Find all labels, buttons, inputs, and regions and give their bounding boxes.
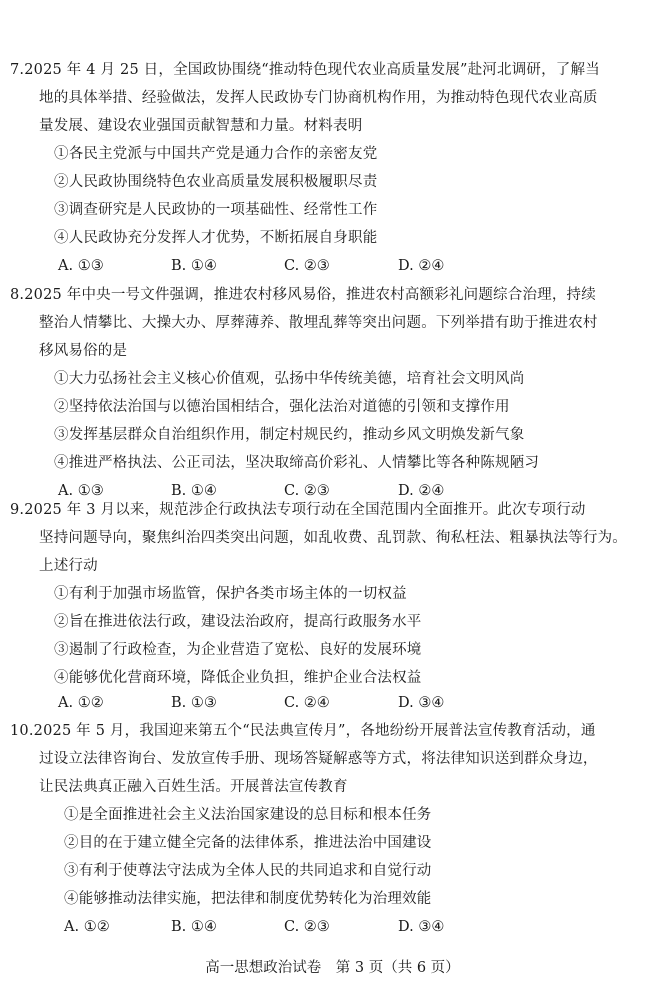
choice-b[interactable]: B. ①④ [171, 919, 217, 935]
choice-b[interactable]: B. ①③ [171, 695, 217, 711]
question-stem-line: 上述行动 [39, 558, 98, 574]
choice-b[interactable]: B. ①④ [171, 258, 217, 274]
statement-1: ①是全面推进社会主义法治国家建设的总目标和根本任务 [64, 807, 432, 823]
choice-d[interactable]: D. ②④ [398, 483, 445, 499]
statement-3: ③调查研究是人民政协的一项基础性、经常性工作 [54, 202, 378, 218]
question-stem-line: 过设立法律咨询台、发放宣传手册、现场答疑解惑等方式，将法律知识送到群众身边， [39, 751, 598, 767]
statement-4: ④能够推动法律实施，把法律和制度优势转化为治理效能 [64, 891, 432, 907]
question-stem-line: 量发展、建设农业强国贡献智慧和力量。材料表明 [39, 118, 363, 134]
question-stem-line: 移风易俗的是 [39, 343, 128, 359]
question-number: 10. [10, 723, 34, 739]
statement-2: ②坚持依法治国与以德治国相结合，强化法治对道德的引领和支撑作用 [54, 399, 510, 415]
statement-1: ①大力弘扬社会主义核心价值观，弘扬中华传统美德，培育社会文明风尚 [54, 371, 525, 387]
question-stem-line: 7.2025 年 4 月 25 日，全国政协围绕“推动特色现代农业高质量发展”赴河北调研，了解当 [10, 62, 600, 78]
question-number: 7. [10, 62, 25, 78]
page-footer: 高一思想政治试卷 第 3 页（共 6 页） [205, 960, 460, 976]
question-stem-line: 让民法典真正融入百姓生活。开展普法宣传教育 [39, 779, 348, 795]
choice-d[interactable]: D. ③④ [398, 919, 445, 935]
statement-4: ④人民政协充分发挥人才优势，不断拓展自身职能 [54, 230, 378, 246]
choice-d[interactable]: D. ③④ [398, 695, 445, 711]
question-stem-line: 整治人情攀比、大操大办、厚葬薄养、散埋乱葬等突出问题。下列举措有助于推进农村 [39, 315, 598, 331]
question-stem-line: 坚持问题导向，聚焦纠治四类突出问题，如乱收费、乱罚款、徇私枉法、粗暴执法等行为。 [39, 530, 627, 546]
choice-a[interactable]: A. ①③ [58, 258, 104, 274]
question-stem-line: 8.2025 年中央一号文件强调，推进农村移风易俗，推进农村高额彩礼问题综合治理，持续 [10, 287, 596, 303]
statement-1: ①有利于加强市场监管，保护各类市场主体的一切权益 [54, 586, 407, 602]
statement-4: ④能够优化营商环境，降低企业负担，维护企业合法权益 [54, 670, 422, 686]
choice-a[interactable]: A. ①② [64, 919, 110, 935]
question-stem-line: 9.2025 年 3 月以来，规范涉企行政执法专项行动在全国范围内全面推开。此次专项行动 [10, 502, 586, 518]
statement-2: ②旨在推进依法行政，建设法治政府，提高行政服务水平 [54, 614, 422, 630]
question-stem-line: 10.2025 年 5 月，我国迎来第五个“民法典宣传月”，各地纷纷开展普法宣传教育活动，通 [10, 723, 596, 739]
statement-2: ②人民政协围绕特色农业高质量发展积极履职尽责 [54, 174, 378, 190]
statement-3: ③遏制了行政检查，为企业营造了宽松、良好的发展环境 [54, 642, 422, 658]
statement-4: ④推进严格执法、公正司法，坚决取缔高价彩礼、人情攀比等各种陈规陋习 [54, 455, 540, 471]
choice-a[interactable]: A. ①③ [58, 483, 104, 499]
statement-3: ③有利于使尊法守法成为全体人民的共同追求和自觉行动 [64, 863, 432, 879]
choice-d[interactable]: D. ②④ [398, 258, 445, 274]
statement-2: ②目的在于建立健全完备的法律体系，推进法治中国建设 [64, 835, 432, 851]
choice-a[interactable]: A. ①② [58, 695, 104, 711]
question-number: 8. [10, 287, 25, 303]
choice-c[interactable]: C. ②③ [284, 483, 330, 499]
statement-3: ③发挥基层群众自治组织作用，制定村规民约，推动乡风文明焕发新气象 [54, 427, 525, 443]
statement-1: ①各民主党派与中国共产党是通力合作的亲密友党 [54, 146, 378, 162]
question-stem-line: 地的具体举措、经验做法，发挥人民政协专门协商机构作用，为推动特色现代农业高质 [39, 90, 598, 106]
choice-c[interactable]: C. ②③ [284, 258, 330, 274]
choice-c[interactable]: C. ②④ [284, 695, 330, 711]
choice-c[interactable]: C. ②③ [284, 919, 330, 935]
question-number: 9. [10, 502, 25, 518]
choice-b[interactable]: B. ①④ [171, 483, 217, 499]
